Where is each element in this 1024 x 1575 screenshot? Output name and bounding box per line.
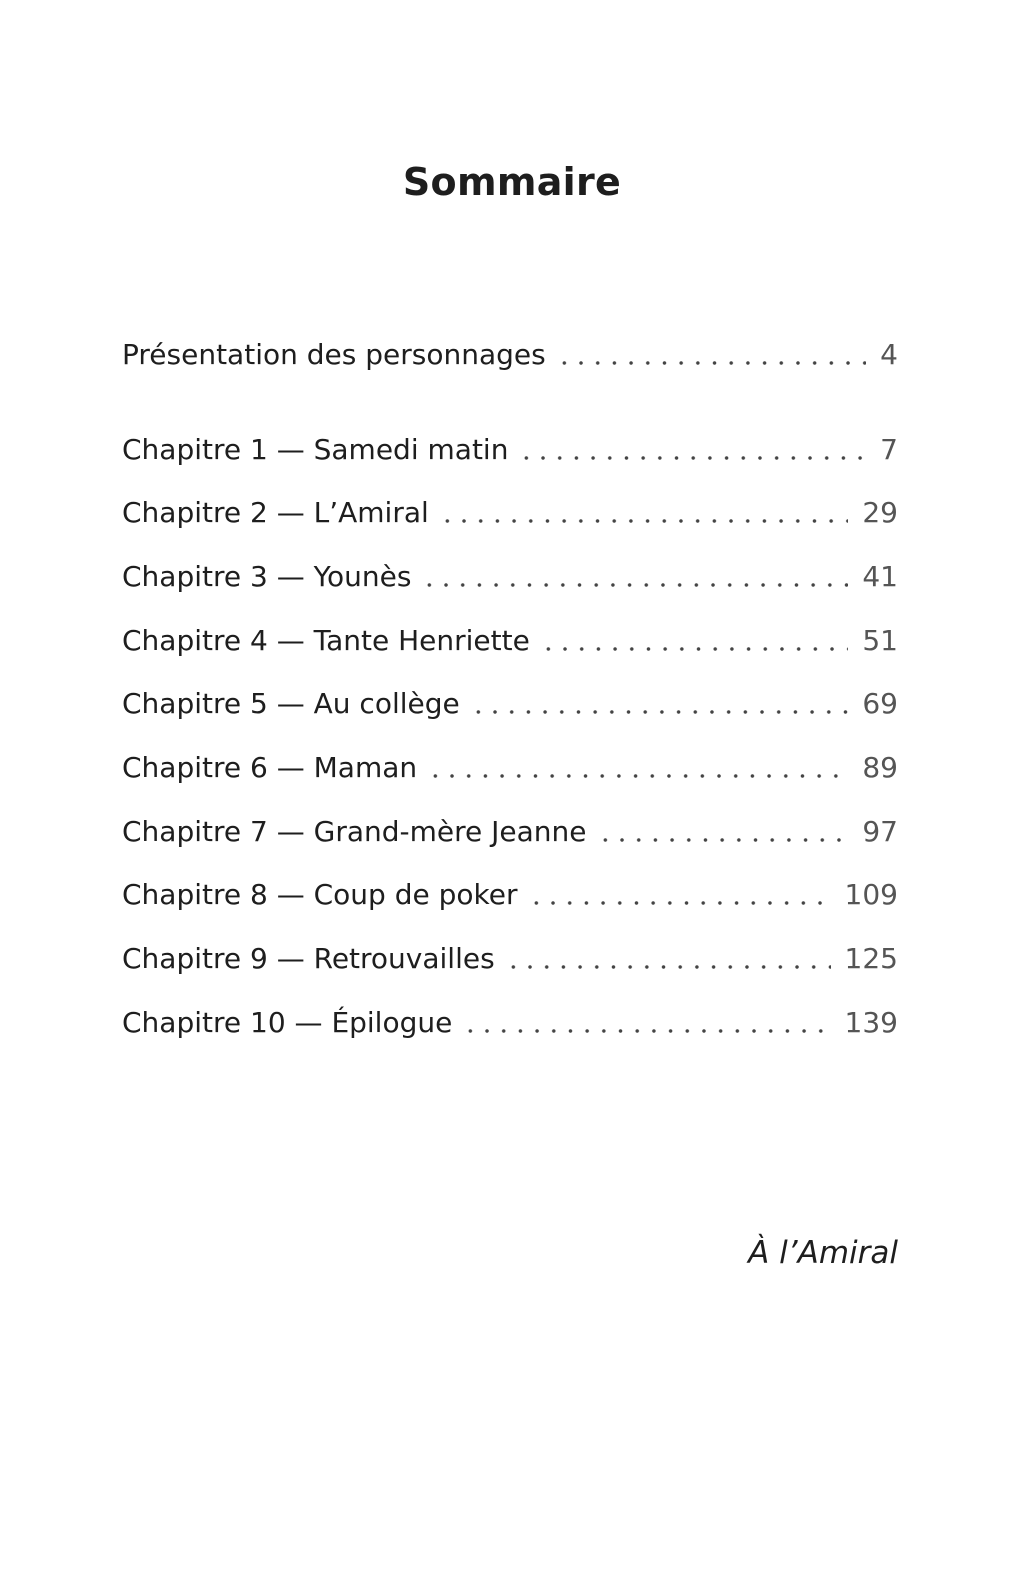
toc-entry-chapter-6[interactable]	[122, 745, 898, 789]
toc-entry-page-number: 41	[862, 559, 898, 593]
toc-entry-label: Chapitre 4 — Tante Henriette	[122, 623, 530, 657]
dot-leader	[597, 809, 849, 853]
toc-entry-chapter-10[interactable]	[122, 1000, 898, 1044]
toc-entry-page-number: 51	[862, 623, 898, 657]
toc-entry-label: Chapitre 3 — Younès	[122, 559, 412, 593]
toc-entry-page-number: 109	[844, 877, 898, 911]
toc-entry-label: Présentation des personnages	[122, 337, 546, 371]
dot-leader	[462, 1000, 830, 1044]
toc-entry-label: Chapitre 8 — Coup de poker	[122, 877, 518, 911]
dot-leader	[505, 936, 831, 980]
page-title: Sommaire	[402, 160, 622, 204]
toc-entry-label: Chapitre 9 — Retrouvailles	[122, 941, 495, 975]
toc-entry-label: Chapitre 10 — Épilogue	[122, 1005, 453, 1039]
toc-entry-page-number: 125	[844, 941, 898, 975]
toc-entry-chapter-8[interactable]	[122, 872, 898, 916]
toc-entry-chapter-5[interactable]	[122, 681, 898, 725]
table-of-contents	[122, 0, 898, 1100]
toc-entry-page-number: 89	[862, 750, 898, 784]
toc-entry-page-number: 29	[862, 495, 898, 529]
dot-leader	[421, 554, 848, 598]
dot-leader	[427, 745, 848, 789]
toc-entry-chapter-2[interactable]	[122, 490, 898, 534]
dot-leader	[528, 872, 831, 916]
dot-leader	[540, 618, 849, 662]
toc-entry-chapter-3[interactable]	[122, 554, 898, 598]
toc-entry-label: Chapitre 5 — Au collège	[122, 686, 460, 720]
toc-entry-label: Chapitre 2 — L’Amiral	[122, 495, 429, 529]
toc-entry-page-number: 69	[862, 686, 898, 720]
toc-entry-chapter-9[interactable]	[122, 936, 898, 980]
toc-entry-chapter-1[interactable]	[122, 427, 898, 471]
dot-leader	[439, 490, 849, 534]
toc-entry-chapter-7[interactable]	[122, 809, 898, 853]
toc-entry-page-number: 97	[862, 814, 898, 848]
toc-entry-label: Chapitre 7 — Grand-mère Jeanne	[122, 814, 587, 848]
toc-entry-label: Chapitre 1 — Samedi matin	[122, 432, 509, 466]
toc-entry-presentation[interactable]	[122, 332, 898, 376]
dot-leader	[470, 681, 849, 725]
dot-leader	[518, 427, 866, 471]
toc-entry-label: Chapitre 6 — Maman	[122, 750, 418, 784]
dot-leader	[556, 332, 866, 376]
dedication: À l’Amiral	[748, 1235, 898, 1271]
toc-entry-page-number: 139	[844, 1005, 898, 1039]
toc-entry-page-number: 7	[880, 432, 898, 466]
toc-entry-page-number: 4	[880, 337, 898, 371]
toc-entry-chapter-4[interactable]	[122, 618, 898, 662]
